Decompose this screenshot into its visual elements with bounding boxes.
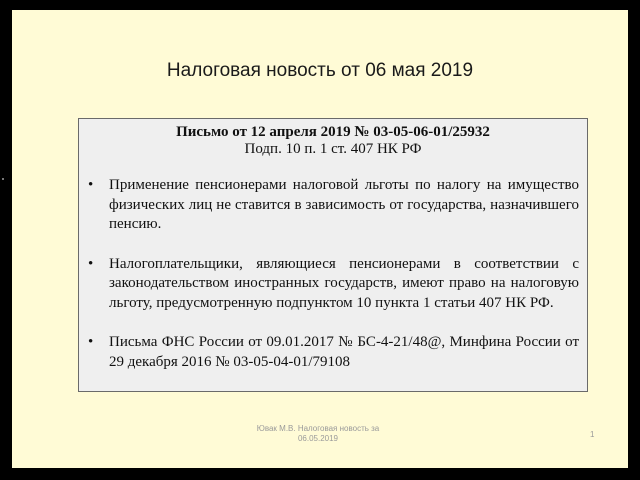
slide-title: Налоговая новость от 06 мая 2019 <box>166 60 474 81</box>
bullet-icon: • <box>88 177 94 193</box>
bullet-icon: • <box>88 334 94 350</box>
page-number: 1 <box>590 430 595 439</box>
slide-footer <box>218 424 418 444</box>
list-item <box>79 333 587 372</box>
footer-line: Ювак М.В. Налоговая новость за <box>256 424 380 433</box>
content-box <box>78 118 588 392</box>
list-item-text: Налогоплательщики, являющиеся пенсионерами в соответствии с законодательством иностранных государств, имеют право на налоговую льготу, предусмотренную подпунктом 10 пункта 1 статьи 407 НК РФ. <box>109 255 579 311</box>
list-item-text: Применение пенсионерами налоговой льготы по налогу на имущество физических лиц не ставится в зависимость от государства, назначившего пенсию. <box>109 177 579 232</box>
list-item <box>79 176 587 235</box>
footer-line: 06.05.2019 <box>297 434 339 443</box>
bullet-icon: • <box>88 255 94 272</box>
bullet-list <box>79 176 587 372</box>
edge-marker <box>2 178 4 180</box>
letter-reference: Письмо от 12 апреля 2019 № 03-05-06-01/25932 <box>176 124 490 140</box>
law-article-reference: Подп. 10 п. 1 ст. 407 НК РФ <box>244 141 422 157</box>
list-item-text: Письма ФНС России от 09.01.2017 № БС-4-21/48@, Минфина России от 29 декабря 2016 № 03-05-04-01/79108 <box>109 334 579 370</box>
list-item <box>79 255 587 314</box>
